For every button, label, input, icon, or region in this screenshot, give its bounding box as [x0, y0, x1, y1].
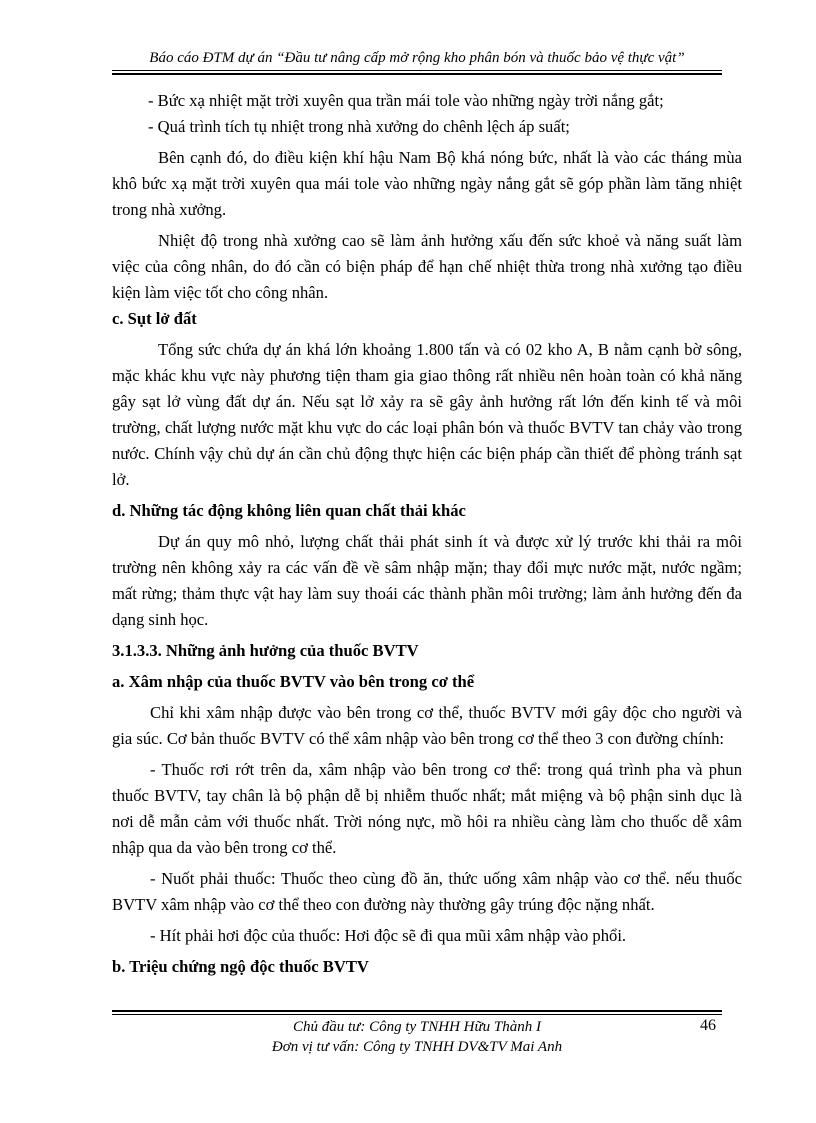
- body-paragraph: Dự án quy mô nhỏ, lượng chất thải phát sinh ít và được xử lý trước khi thải ra môi trường nên không xảy ra các vấn đề về sâm nhập mặn; thay đổi mực nước mặt, nước ngầm; mất rừng; thảm thực vật hay làm suy thoái các thành phần môi trường; làm ảnh hưởng đến đa dạng sinh học.: [112, 532, 742, 629]
- page-number: 46: [700, 1017, 716, 1034]
- footer-consultant: Đơn vị tư vấn: Công ty TNHH DV&TV Mai Anh: [271, 1039, 563, 1055]
- section-heading: 3.1.3.3. Những ảnh hưởng của thuốc BVTV: [112, 641, 419, 660]
- bullet-paragraph: - Thuốc rơi rớt trên da, xâm nhập vào bên trong cơ thể: trong quá trình pha và phun thuốc BVTV, tay chân là bộ phận dễ bị nhiễm thuốc nhất; mắt miệng và bộ phận sinh dục là nơi dễ mẫn cảm với thuốc nhất. Trời nóng nực, mồ hôi ra nhiều càng làm cho thuốc dễ xâm nhập qua da vào bên trong cơ thể.: [112, 760, 742, 857]
- section-heading: b. Triệu chứng ngộ độc thuốc BVTV: [112, 957, 369, 976]
- running-footer: [112, 1017, 742, 1057]
- footer-rule-thin: [112, 1014, 722, 1015]
- body-paragraph: Chỉ khi xâm nhập được vào bên trong cơ thể, thuốc BVTV mới gây độc cho người và gia súc. Cơ bản thuốc BVTV có thể xâm nhập vào bên trong cơ thể theo 3 con đường chính:: [112, 703, 742, 748]
- footer-owner: Chủ đầu tư: Công ty TNHH Hữu Thành I: [292, 1019, 542, 1035]
- section-heading: a. Xâm nhập của thuốc BVTV vào bên trong cơ thể: [112, 672, 475, 691]
- body-paragraph: Nhiệt độ trong nhà xưởng cao sẽ làm ảnh hưởng xấu đến sức khoẻ và năng suất làm việc của công nhân, do đó cần có biện pháp để hạn chế nhiệt thừa trong nhà xưởng tạo điều kiện làm việc tốt cho công nhân.: [112, 231, 742, 302]
- section-heading: d. Những tác động không liên quan chất thải khác: [112, 501, 466, 520]
- footer-rule-thick: [112, 1010, 722, 1012]
- body-paragraph: Tổng sức chứa dự án khá lớn khoảng 1.800 tấn và có 02 kho A, B nằm cạnh bờ sông, mặc khác khu vực này phương tiện tham gia giao thông rất nhiều nên hoàn toàn có khả năng gây sạt lở vùng đất dự án. Nếu sạt lở xảy ra sẽ gây ảnh hưởng rất lớn đến kinh tế và môi trường, chất lượng nước mặt khu vực do các loại phân bón và thuốc BVTV tan chảy vào trong nước. Chính vậy chủ dự án cần chủ động thực hiện các biện pháp cần thiết để phòng tránh sạt lở.: [112, 340, 742, 489]
- page-body: [112, 88, 742, 980]
- bullet-paragraph: - Quá trình tích tụ nhiệt trong nhà xưởng do chênh lệch áp suất;: [148, 117, 570, 136]
- section-heading: c. Sụt lở đất: [112, 309, 197, 328]
- header-rule-thin: [112, 70, 722, 71]
- bullet-paragraph: - Nuốt phải thuốc: Thuốc theo cùng đồ ăn, thức uống xâm nhập vào cơ thể. nếu thuốc BVTV xâm nhập vào cơ thể theo con đường này thường gây trúng độc nặng nhất.: [112, 869, 742, 914]
- header-rule-thick: [112, 73, 722, 75]
- body-paragraph: Bên cạnh đó, do điều kiện khí hậu Nam Bộ khá nóng bức, nhất là vào các tháng mùa khô bức xạ mặt trời xuyên qua mái tole vào những ngày nắng gắt sẽ góp phần làm tăng nhiệt trong nhà xưởng.: [112, 148, 742, 219]
- bullet-paragraph: - Hít phải hơi độc của thuốc: Hơi độc sẽ đi qua mũi xâm nhập vào phổi.: [150, 926, 627, 945]
- bullet-paragraph: - Bức xạ nhiệt mặt trời xuyên qua trần mái tole vào những ngày trời nắng gắt;: [148, 91, 664, 110]
- running-header: Báo cáo ĐTM dự án “Đầu tư nâng cấp mở rộng kho phân bón và thuốc bảo vệ thực vật”: [149, 50, 685, 66]
